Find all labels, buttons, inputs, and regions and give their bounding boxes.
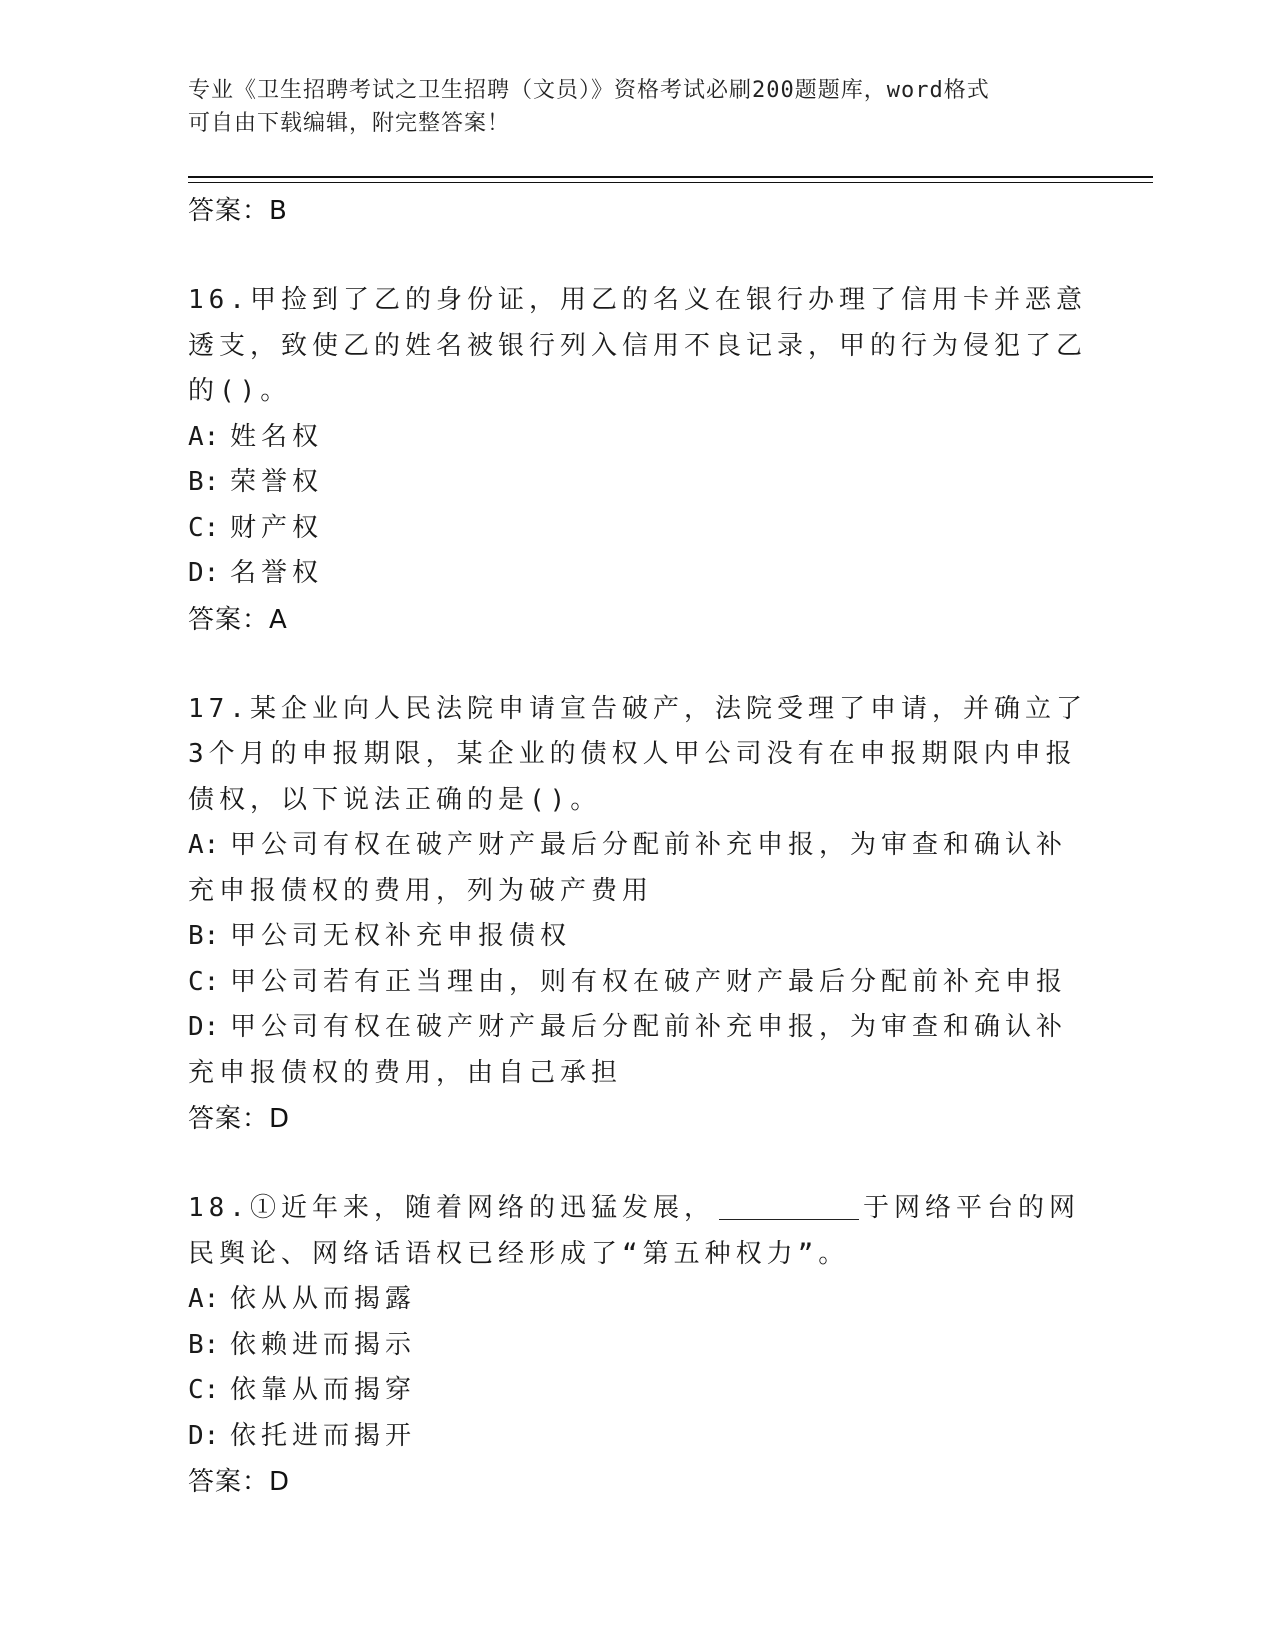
answer-label: 答案：: [188, 1104, 270, 1134]
option-key: B:: [188, 467, 220, 497]
answer-value: B: [269, 196, 288, 226]
question-list: [188, 188, 1088, 1505]
option-c: [188, 1368, 1088, 1414]
option-d: [188, 1414, 1088, 1460]
fill-in-blank: [719, 1193, 859, 1220]
option-text: 财产权: [230, 512, 324, 543]
option-text: 甲公司有权在破产财产最后分配前补充申报，为审查和确认补充申报债权的费用，由自己承担: [188, 1012, 1068, 1088]
answer: [188, 1459, 1088, 1505]
option-key: B:: [188, 921, 220, 951]
header-line-1: 专业《卫生招聘考试之卫生招聘（文员）》资格考试必刷200题题库，word格式: [188, 78, 990, 103]
question-17: [188, 687, 1088, 1143]
header-line-2: 可自由下载编辑，附完整答案！: [188, 111, 511, 136]
previous-answer: [188, 188, 1088, 234]
option-b: [188, 914, 1088, 960]
option-text: 甲公司有权在破产财产最后分配前补充申报，为审查和确认补充申报债权的费用，列为破产费用: [188, 830, 1068, 906]
answer-value: A: [269, 604, 288, 635]
answer-label: 答案：: [188, 196, 270, 226]
option-text: 依从从而揭露: [230, 1284, 417, 1314]
answer-value: D: [269, 1104, 291, 1134]
answer-label: 答案：: [188, 604, 270, 635]
stem-after-blank: 于网络平台的网民舆论、网络话语权已经形成了“第五种权力”。: [188, 1193, 1080, 1269]
option-key: C:: [188, 512, 220, 543]
question-stem: 17.某企业向人民法院申请宣告破产，法院受理了申请，并确立了3个月的申报期限，某企业的债权人甲公司没有在申报期限内申报债权，以下说法正确的是()。: [188, 693, 1087, 815]
option-key: D:: [188, 558, 220, 588]
option-c: [188, 506, 1088, 552]
option-key: A:: [188, 830, 220, 860]
option-text: 依赖进而揭示: [230, 1329, 417, 1360]
option-key: D:: [188, 1420, 220, 1451]
option-text: 荣誉权: [230, 467, 324, 497]
header-rule-thick: [188, 176, 1153, 178]
answer-value: D: [269, 1467, 291, 1497]
option-d: [188, 1005, 1088, 1096]
question-stem: 16.甲捡到了乙的身份证，用乙的名义在银行办理了信用卡并恶意透支，致使乙的姓名被银行列入信用不良记录，甲的行为侵犯了乙的()。: [188, 285, 1088, 406]
question-stem: [188, 1186, 1088, 1277]
question-16: [188, 278, 1088, 643]
option-key: C:: [188, 1375, 220, 1405]
option-text: 依靠从而揭穿: [230, 1375, 417, 1405]
option-key: B:: [188, 1329, 220, 1360]
option-text: 甲公司若有正当理由，则有权在破产财产最后分配前补充申报: [230, 966, 1068, 997]
question-18: [188, 1186, 1088, 1505]
option-key: A:: [188, 421, 220, 452]
option-key: D:: [188, 1012, 220, 1042]
option-text: 姓名权: [230, 421, 324, 452]
header-rule-thin: [188, 182, 1153, 183]
answer-label: 答案：: [188, 1467, 270, 1497]
stem-before-blank: 18.①近年来，随着网络的迅猛发展，: [188, 1193, 715, 1223]
option-b: [188, 1323, 1088, 1369]
option-c: [188, 960, 1088, 1006]
option-key: C:: [188, 966, 220, 997]
option-text: 名誉权: [230, 558, 324, 588]
option-a: [188, 415, 1088, 461]
option-b: [188, 460, 1088, 506]
document-header: [188, 74, 1068, 140]
option-a: [188, 823, 1088, 914]
option-key: A:: [188, 1284, 220, 1314]
option-text: 依托进而揭开: [230, 1420, 417, 1451]
option-a: [188, 1277, 1088, 1323]
answer: [188, 597, 1088, 643]
option-d: [188, 551, 1088, 597]
option-text: 甲公司无权补充申报债权: [230, 921, 572, 951]
answer: [188, 1096, 1088, 1142]
